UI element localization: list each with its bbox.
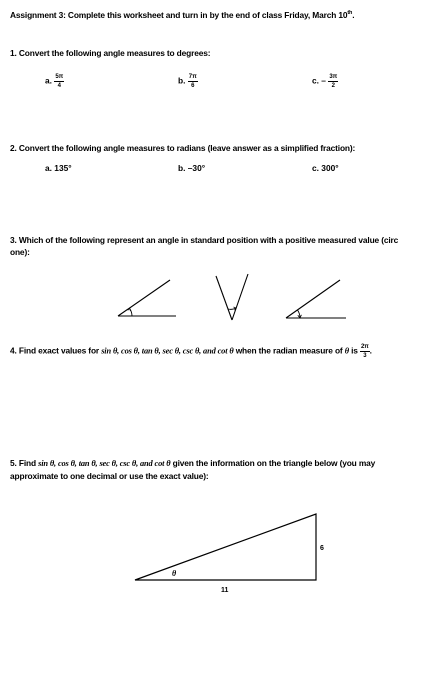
q5-prompt-start: 5. Find	[10, 458, 39, 468]
q1-a-fraction	[54, 74, 64, 89]
q4-theta: θ	[344, 346, 349, 356]
q3-prompt-line2: one):	[10, 247, 30, 257]
q1-c-label: c. –	[312, 75, 326, 86]
q1-item-b	[178, 74, 198, 89]
q4-fraction	[360, 344, 370, 359]
q4-functions: sin θ, cos θ, tan θ, sec θ, csc θ, and cot θ	[101, 346, 234, 356]
q1-b-label: b.	[178, 75, 186, 86]
assignment-title-sup: th	[347, 10, 353, 17]
q1-c-denominator: 2	[331, 83, 335, 89]
q4-numerator: 2π	[360, 344, 369, 350]
q1-item-c	[312, 74, 338, 89]
angle-2-left-side	[216, 276, 232, 320]
q5-prompt-end: given the information on the triangle below (you may	[170, 458, 376, 468]
angle-2-right-side	[232, 274, 248, 320]
assignment-title-text: Assignment 3: Complete this worksheet and turn in by the end of class Friday, March 10	[10, 10, 348, 20]
q4-prompt-end: .	[369, 345, 372, 356]
q4-prompt-is: is	[348, 345, 360, 356]
q1-prompt: 1. Convert the following angle measures to degrees:	[10, 48, 211, 58]
q1-b-fraction	[188, 74, 198, 89]
q1-c-fraction	[328, 74, 338, 89]
q4-denominator: 3	[363, 353, 367, 359]
q1-b-numerator: 7π	[188, 74, 197, 80]
right-triangle	[135, 514, 316, 580]
q5-prompt-line1	[10, 458, 375, 468]
q5-prompt-line2: approximate to one decimal or use the exact value):	[10, 471, 209, 481]
triangle-side-label: 6	[320, 545, 324, 552]
q1-b-denominator: 6	[191, 83, 195, 89]
q1-item-a	[45, 74, 64, 89]
assignment-title	[10, 10, 354, 20]
angle-3-terminal-side	[286, 280, 340, 318]
angle-figure-2	[212, 268, 252, 324]
q2-item-a: a. 135°	[45, 163, 72, 173]
q4-prompt-start: 4. Find exact values for	[10, 345, 102, 356]
q5-functions: sin θ, cos θ, tan θ, sec θ, csc θ, and cot θ	[38, 459, 171, 468]
q1-a-denominator: 4	[57, 83, 61, 89]
angle-figure-1	[110, 270, 180, 320]
angle-1-terminal-side	[118, 280, 170, 316]
q2-prompt: 2. Convert the following angle measures to radians (leave answer as a simplified fraction):	[10, 143, 356, 153]
q2-item-b: b. –30°	[178, 163, 206, 173]
q4-prompt-mid: when the radian measure of	[233, 345, 345, 356]
q1-a-label: a.	[45, 75, 52, 86]
q2-item-c: c. 300°	[312, 163, 339, 173]
right-triangle-figure	[130, 510, 330, 586]
assignment-title-end: .	[352, 10, 355, 20]
q4-prompt	[10, 344, 372, 359]
q3-prompt-line1: 3. Which of the following represent an angle in standard position with a positive measured value (circ	[10, 235, 399, 245]
triangle-angle-label: θ	[172, 569, 177, 578]
triangle-base-label: 11	[221, 587, 229, 594]
q1-c-numerator: 3π	[329, 74, 338, 80]
q1-a-numerator: 5π	[55, 74, 64, 80]
angle-figure-3	[280, 272, 352, 322]
